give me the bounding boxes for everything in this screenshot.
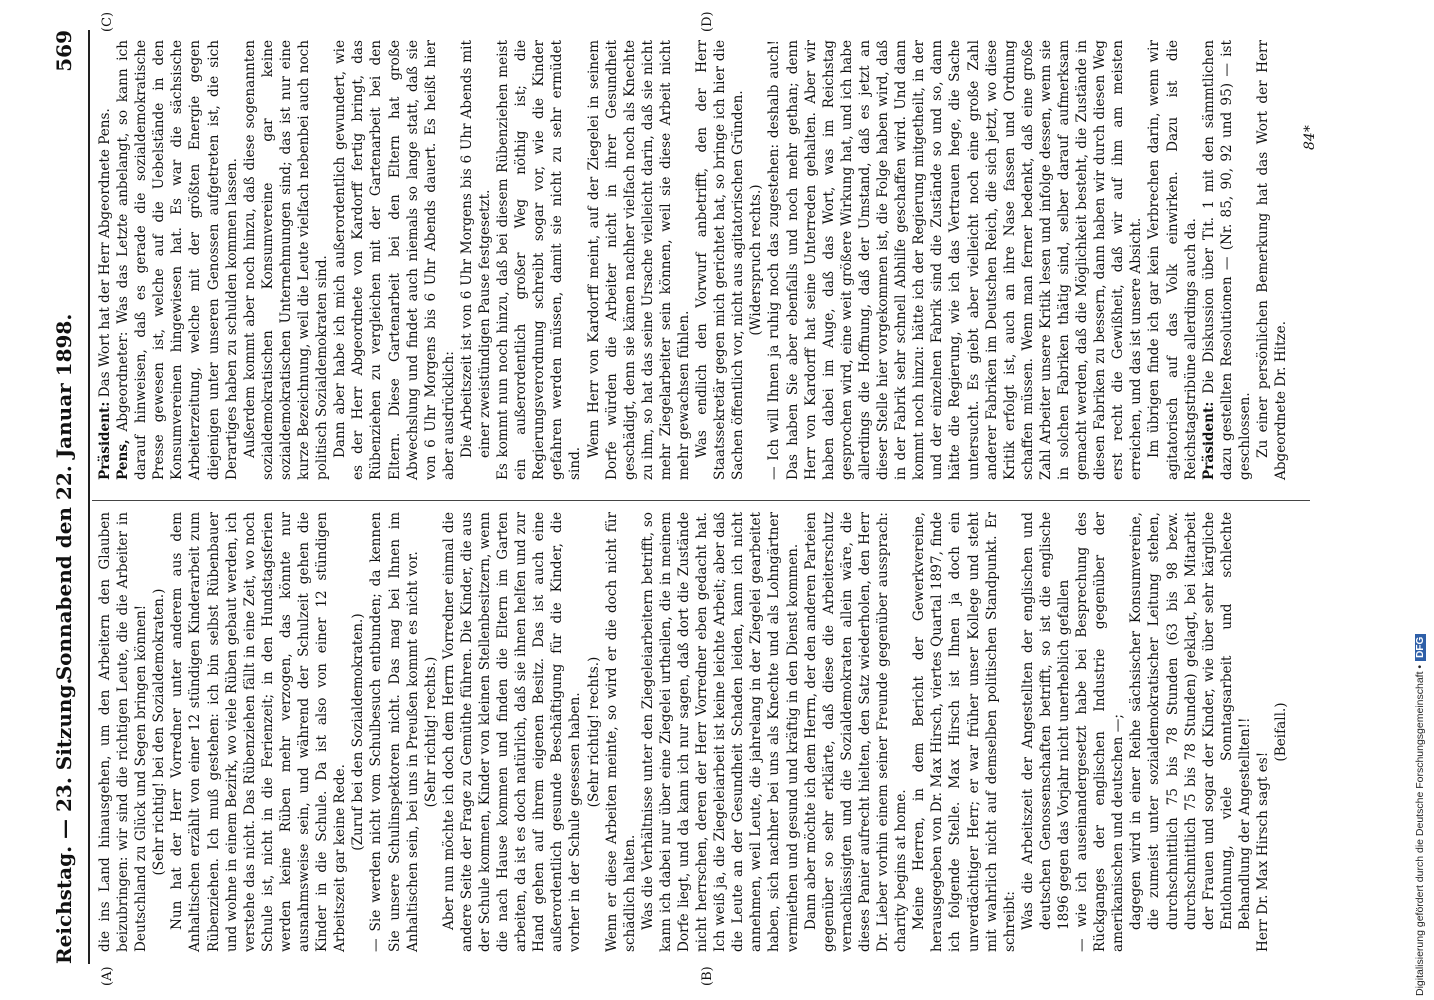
right-column	[96, 40, 1290, 480]
speaker-name: Pens,	[115, 439, 132, 480]
paragraph-text: (Sehr richtig! rechts.)	[422, 656, 439, 808]
paragraph-text: Was die Arbeitszeit der Angestellten der englischen und deutschen Genossenschaften betrifft, so ist die englische 1896 gegen das Vorjahr nicht unerheblich gefallen	[1019, 512, 1072, 930]
running-head-left: Reichstag. — 23. Sitzung.	[52, 677, 76, 964]
paragraph-text: Im übrigen finde ich gar kein Verbrechen darin, wenn wir agitatorisch auf das Volk einwirken. Dazu ist die Reichstagstribüne allerdings auch da.	[1146, 40, 1199, 480]
paragraph	[96, 512, 150, 952]
paragraph-text: Die Diskussion über Tit. 1 mit den sämmtlichen dazu gestellten Resolutionen — (Nr. 85, 90, 92 und 95) — ist geschlossen.	[1200, 40, 1253, 480]
paragraph	[440, 512, 585, 952]
paragraph-text: Was endlich den Vorwurf anbetrifft, den der Herr Staatssekretär gegen mich gerichtet hat, so bringe ich hier die Sachen öffentlich vor, nicht aus agitatorischen Gründen.	[694, 40, 747, 480]
paragraph-text: die ins Land hinausgehen, um den Arbeitern den Glauben beizubringen: wir sind die richtigen Leute, die die Arbeiter in Deutschland zu Glück und Segen bringen können!	[97, 512, 150, 952]
paragraph-text: Dann aber habe ich mich außerordentlich gewundert, wie es der Herr Abgeordnete von Kardorff fertig bringt, das Rübenziehen zu vergleichen mit der Gartenarbeit bei den Eltern. Diese Gartenarbeit bei den Eltern hat große Abwechslung und findet auch niemals so lange statt, daß sie von 6 Uhr Morgens bis 6 Uhr Abends dauert. Es heißt hier aber ausdrücklich:	[332, 40, 457, 480]
paragraph-text: — Ich will Ihnen ja ruhig noch das zugestehen: deshalb auch! Das haben Sie aber ebenfalls und noch mehr gethan; denn Herr von Kardorff hat seine Unterreden gehalten. Aber wir haben dabei im Auge, daß das Wort, was im Reichstag gesprochen wird, eine weit größere Wirkung hat, und ich habe allerdings die Hoffnung, daß der Umstand, daß es jetzt an dieser Stelle hier vorgekommen ist, die Folge haben wird, daß in der Fabrik sehr schnell Abhilfe geschaffen wird. Und dann kommt noch hinzu: hätte ich der Regierung mitgetheilt, in der und der einzelnen Fabrik sind die Zustände so und so, dann hätte die Regierung, wie ich das Vertrauen hege, die Sache untersucht. Es giebt aber vielleicht noch eine große Zahl anderer Fabriken im Deutschen Reich, die sich jetzt, wo diese Kritik erfolgt ist, auch an ihre Nase fassen und Ordnung schaffen müssen. Wenn man ferner bedenkt, daß eine große Zahl Arbeiter unsere Kritik lesen und infolge dessen, wenn sie in solchen Fabriken thätig sind, selber darauf aufmerksam gemacht werden, daß die Möglichkeit besteht, die Zustände in diesen Fabriken zu bessern, dann haben wir durch diesen Weg erst recht die Gewißheit, daß wir auf ihm am meisten erreichen, und das ist unsere Absicht.	[766, 40, 1145, 480]
paragraph-text: (Sehr richtig! bei den Sozialdemokraten.)	[151, 588, 168, 876]
paragraph-text: Die Arbeitszeit ist von 6 Uhr Morgens bis 6 Uhr Abends mit einer zweistündigen Pause festgesetzt.	[458, 40, 493, 458]
paragraph	[1145, 40, 1199, 480]
paragraph-text: Es kommt nun noch hinzu, daß bei diesem Rübenziehen meist ein außerordentlich großer Weg nöthig ist; die Regierungsverordnung schreibt sogar vor, wie die Kinder gefahren werden müssen, damit sie nicht zu sehr ermüdet sind.	[495, 40, 584, 480]
page-signature: 84*	[1302, 125, 1318, 150]
paragraph-text: dagegen wird in einer Reihe sächsischer Konsumvereine, die zumeist unter sozialdemokratischer Leitung stehen, durchschnittlich 75 bis 78 Stunden (63 bis 98 bezw. durchschnittlich 75 bis 78 Stunden) geklagt, bei Mitarbeit der Frauen und sogar der Kinder, wie über sehr kärgliche Entlohnung, viele Sonntagsarbeit und schlechte Behandlung der Angestellten!!	[1128, 512, 1253, 930]
interjection-line	[747, 40, 765, 480]
paragraph	[693, 40, 747, 480]
paragraph-text: (Beifall.)	[1273, 702, 1290, 762]
running-head	[52, 30, 86, 964]
speaker-name: Präsident:	[1200, 401, 1217, 480]
paragraph	[241, 40, 331, 480]
interjection-line	[150, 512, 168, 952]
paragraph-text: Was die Verhältnisse unter den Ziegeleiarbeitern betrifft, so kann ich dabei nur über eine Ziegelei urtheilen, die in meinem Dorfe liegt, und da kann ich nur sagen, daß dort die Zustände nicht herrschen, deren der Herr Vorredner eben gedacht hat. Ich weiß ja, die Ziegeleiarbeit ist keine leichte Arbeit; aber daß die Leute an der Gesundheit Schaden leiden, kann ich nicht annehmen, weil Leute, die jahrelang in der Ziegelei gearbeitet haben, sich nachher bei uns als Knechte und als Lohngärtner vermiethen und gesund und kräftig in den Dienst kommen.	[639, 512, 801, 952]
interjection-line	[585, 512, 603, 952]
paragraph-text: Aber nun möchte ich doch dem Herrn Vorredner einmal die andere Seite der Frage zu Gemüthe führen. Die Kinder, die aus der Schule kommen, Kinder von kleinen Stellenbesitzern, wenn die nach Hause kommen und finden die Eltern im Garten arbeiten, da ist es doch natürlich, daß sie ihnen helfen und zur Hand gehen auf ihrem eigenen Besitz. Das ist auch eine außerordentlich gesunde Beschäftigung für die Kinder, die vorher in der Schule gesessen haben.	[440, 512, 584, 952]
digitization-note-text: Digitalisierung gefördert durch die Deutsche Forschungsgemeinschaft •	[1414, 664, 1426, 996]
paragraph-text: Zu einer persönlichen Bemerkung hat das Wort der Herr Abgeordnete Dr. Hitze.	[1255, 40, 1290, 480]
paragraph	[585, 40, 694, 480]
paragraph	[765, 40, 1145, 480]
header-rule	[88, 30, 90, 964]
paragraph	[639, 512, 802, 952]
quoted-passage	[1019, 512, 1073, 952]
paragraph-text: Wenn Herr von Kardorff meint, auf der Ziegelei in seinem Dorfe würden die Arbeiter nicht in ihrer Gesundheit geschädigt, denn sie kämen nachher vielfach noch als Knechte zu ihm, so hat das seine Ursache vielleicht darin, daß sie nicht mehr Ziegelarbeiter sein können, weil sie diese Arbeit nicht mehr gewachsen fühlen.	[585, 40, 692, 480]
interjection-line	[349, 512, 367, 952]
running-head-center: Sonnabend den 22. Januar 1898.	[52, 313, 76, 681]
digitization-note	[1414, 6, 1432, 996]
paragraph-text: — Sie werden nicht vom Schulbesuch entbunden; da kennen Sie unsere Schulinspektoren nicht. Das mag bei Ihnen im Anhaltischen sein, bei uns in Preußen kommt es nicht vor.	[368, 512, 421, 952]
paragraph	[1254, 512, 1272, 952]
paragraph	[331, 40, 458, 480]
paragraph-text: (Zuruf bei den Sozialdemokraten.)	[350, 613, 367, 851]
paragraph-text: Dann aber möchte ich dem Herrn, der den anderen Parteien gegenüber so sehr erklärte, daß diese die Arbeiterschutz vernachlässigten und die Sozialdemokraten allein wäre, die dieses Panier aufrecht hielten, den Satz wiederholen, den Herr Dr. Lieber vorhin einem seiner Freunde gegenüber aussprach: charity begins at home.	[802, 512, 910, 952]
speaker-name: Präsident:	[97, 401, 113, 480]
paragraph-text: Das Wort hat der Herr Abgeordnete Pens.	[97, 108, 113, 398]
paragraph-text: (Sehr richtig! rechts.)	[585, 656, 602, 808]
paragraph-text: Abgeordneter: Was das Letzte anbelangt, so kann ich darauf hinweisen, daß es gerade die sozialdemokratische Presse gewesen ist, welche auf die Uebelstände in den Konsumvereinen hingewiesen hat. Es war die sächsische Arbeiterzeitung, welche mit der größten Energie gegen diejenigen unter unseren Genossen aufgetreten ist, die sich Derartiges haben zu schulden kommen lassen.	[115, 40, 240, 480]
page-number: 569	[52, 30, 76, 72]
paragraph-text: — wie ich auseinandergesetzt habe bei Besprechung des Rückganges der englischen Industrie gegenüber der amerikanischen und deutschen —;	[1074, 512, 1127, 952]
paragraph	[910, 512, 1019, 952]
paragraph	[168, 512, 349, 952]
paragraph-text: Außerdem kommt aber noch hinzu, daß diese sogenannten sozialdemokratischen Konsumvereine gar keine sozialdemokratischen Unternehmungen sind; das ist nur eine kurze Bezeichnung, weil die Leute vielfach nebenbei auch noch politisch Sozialdemokraten sind.	[241, 40, 331, 480]
margin-letter-b: (B)	[700, 966, 715, 986]
paragraph	[1073, 512, 1127, 952]
interjection-line	[422, 512, 440, 952]
paragraph-text: Wenn er diese Arbeiten meinte, so wird er die doch nicht für schädlich halten.	[603, 512, 638, 952]
paragraph-text: Nun hat der Herr Vorredner unter anderem aus dem Anhaltischen erzählt von einer 12 stündigen Kinderarbeit zum Rübenziehen. Ich muß gestehen: ich bin selbst Rübenbauer und wohne in einem Bezirk, wo viele Rüben gebaut werden, ich verstehe das nicht. Das Rübenziehen fällt in eine Zeit, wo noch Schule ist, nicht in die Ferienzeit; in den Hundstagsferien werden keine Rüben mehr verzogen, das könnte nur ausnahmsweise sein, und während der Schulzeit gehen die Kinder in die Schule. Da ist also von einer 12 stündigen Arbeitszeit gar keine Rede.	[169, 512, 349, 952]
margin-letter-a: (A)	[100, 966, 115, 986]
paragraph	[367, 512, 421, 952]
paragraph-text: Meine Herren, in dem Bericht der Gewerkvereine, herausgegeben von Dr. Max Hirsch, viertes Quartal 1897, finde ich folgende Stelle. Max Hirsch ist Ihnen ja doch ein unverdächtiger Herr; er war früher unser Kollege und steht mit wahrlich nicht auf demselben politischen Standpunkt. Er schreibt:	[911, 512, 1018, 952]
left-column	[96, 512, 1290, 952]
margin-letter-d: (D)	[700, 11, 715, 32]
interjection-line	[1272, 512, 1290, 952]
dfg-logo-badge: DFG	[1415, 634, 1426, 661]
quoted-passage	[458, 40, 494, 480]
paragraph	[802, 512, 911, 952]
quoted-passage	[1127, 512, 1254, 952]
paragraph-text: (Widerspruch rechts.)	[748, 184, 765, 336]
paragraph	[1200, 40, 1254, 480]
margin-letter-c: (C)	[100, 11, 115, 32]
paragraph	[494, 40, 584, 480]
paragraph	[114, 40, 241, 480]
column-divider	[92, 500, 1310, 501]
paragraph-text: Herr Dr. Max Hirsch sagt es!	[1255, 751, 1271, 952]
paragraph	[603, 512, 639, 952]
paragraph	[96, 40, 114, 480]
paragraph	[1254, 40, 1290, 480]
